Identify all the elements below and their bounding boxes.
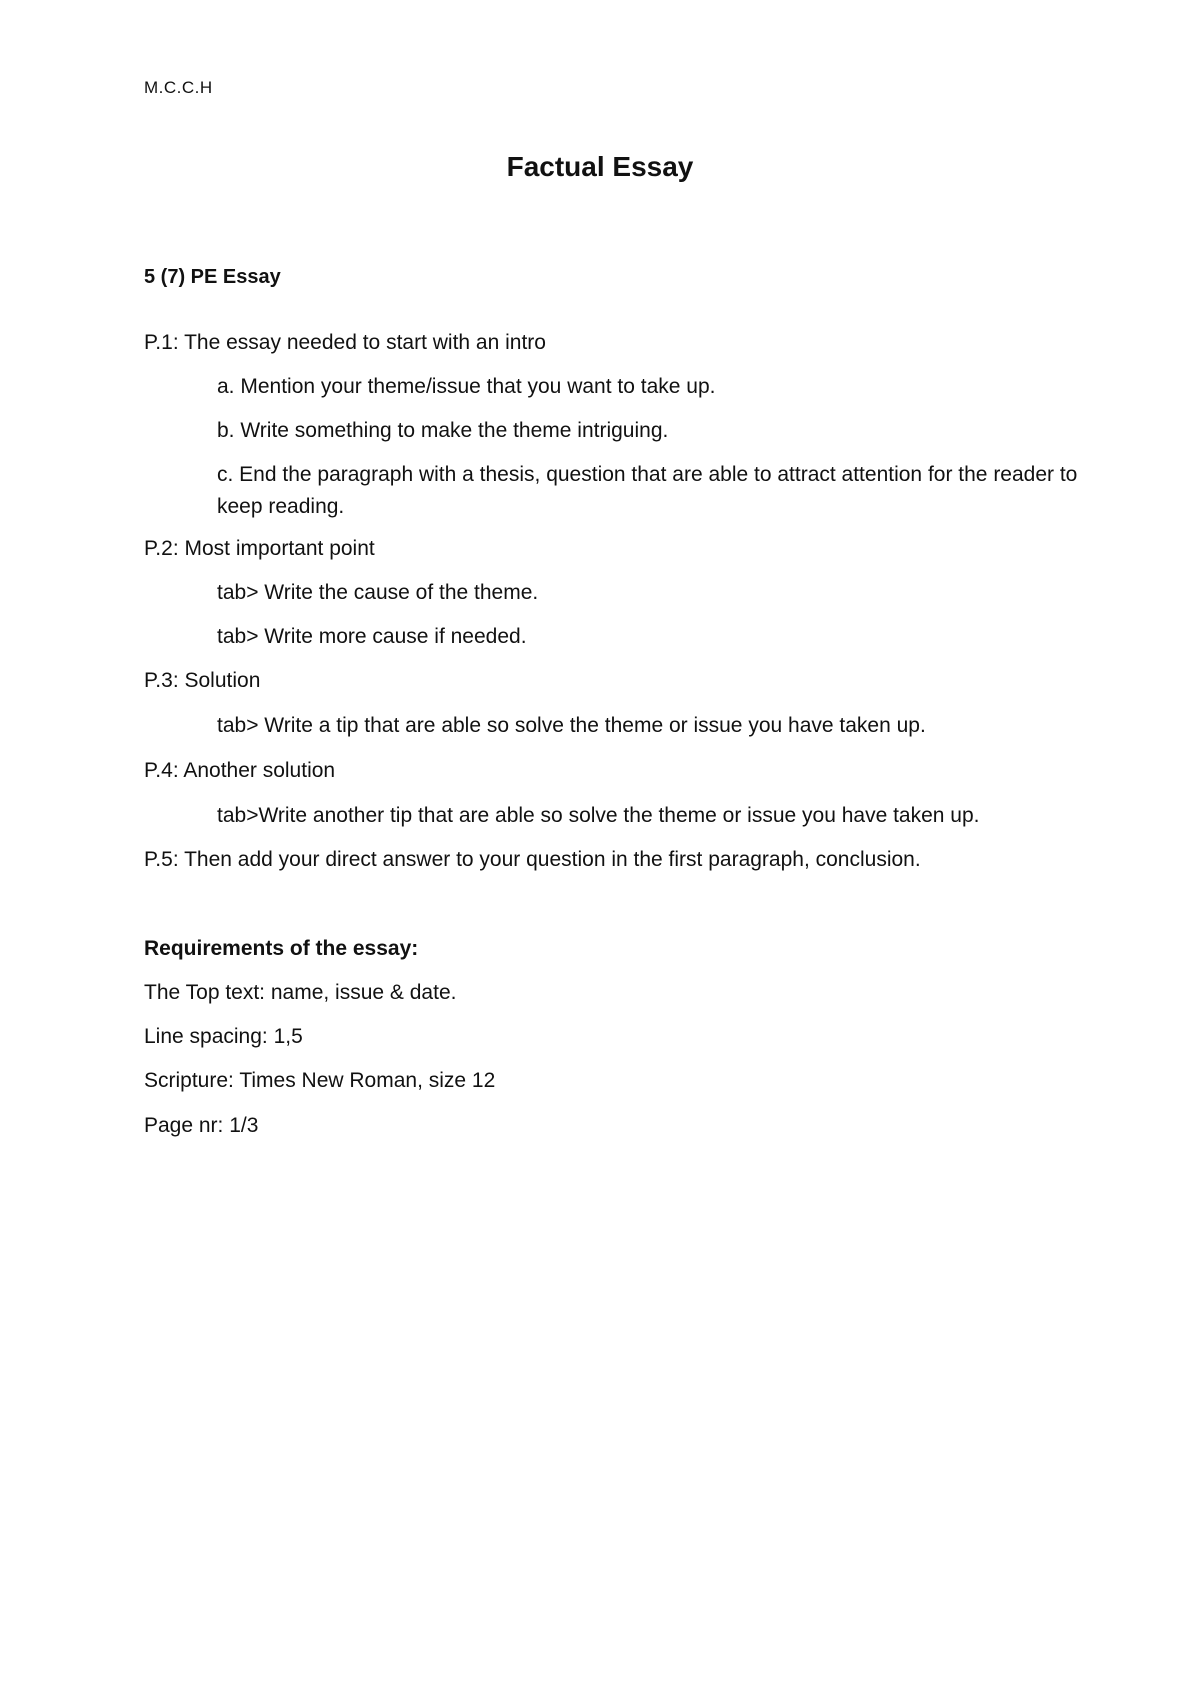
- paragraph-3-label: P.3: Solution: [144, 669, 261, 692]
- document-title: Factual Essay: [506, 151, 694, 182]
- requirement-top-text: The Top text: name, issue & date.: [144, 981, 457, 1004]
- paragraph-1-item-a: a. Mention your theme/issue that you want to take up.: [217, 375, 716, 398]
- paragraph-1-item-b: b. Write something to make the theme intriguing.: [217, 419, 669, 442]
- paragraph-1-label: P.1: The essay needed to start with an intro: [144, 331, 546, 354]
- essay-subtitle: 5 (7) PE Essay: [144, 266, 281, 288]
- requirement-line-spacing: Line spacing: 1,5: [144, 1025, 303, 1048]
- paragraph-2-item-2: tab> Write more cause if needed.: [217, 625, 527, 648]
- paragraph-4-label: P.4: Another solution: [144, 759, 336, 782]
- requirement-scripture: Scripture: Times New Roman, size 12: [144, 1069, 496, 1092]
- paragraph-3-item-1: tab> Write a tip that are able so solve the theme or issue you have taken up.: [217, 714, 926, 737]
- header-initials: M.C.C.H: [144, 78, 213, 97]
- requirement-page-number: Page nr: 1/3: [144, 1114, 259, 1137]
- paragraph-2-label: P.2: Most important point: [144, 537, 375, 560]
- paragraph-2-item-1: tab> Write the cause of the theme.: [217, 581, 539, 604]
- paragraph-4-item-1: tab>Write another tip that are able so solve the theme or issue you have taken up.: [217, 804, 980, 827]
- paragraph-1-item-c: c. End the paragraph with a thesis, question that are able to attract attention for the reader to keep reading.: [217, 463, 1078, 518]
- requirements-heading: Requirements of the essay:: [144, 937, 419, 960]
- paragraph-5-label: P.5: Then add your direct answer to your question in the first paragraph, conclusion.: [144, 848, 921, 871]
